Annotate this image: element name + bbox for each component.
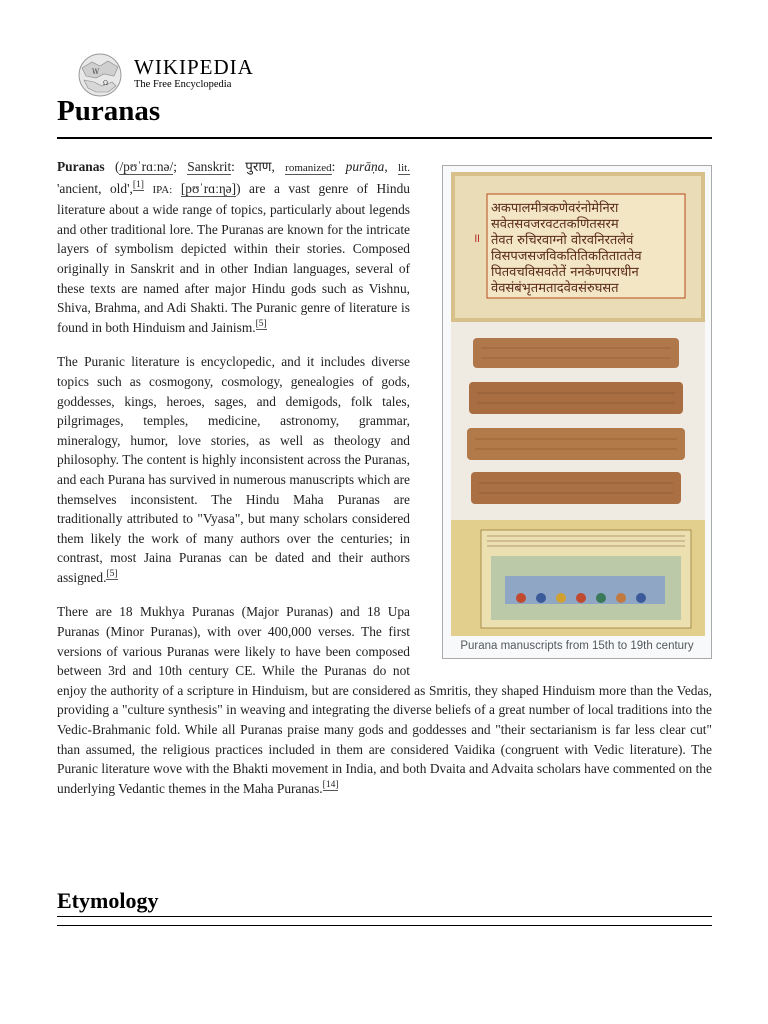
manuscript-line: सवेतसवजरवटतकणितसरम	[491, 217, 619, 232]
manuscript-line: विसपजसजविकतितिकतिताततेव	[491, 249, 642, 264]
sanskrit-link[interactable]: Sanskrit	[187, 159, 232, 174]
ref-1[interactable]: [1]	[132, 180, 144, 191]
wikipedia-globe-logo[interactable]	[74, 52, 126, 98]
wordmark-title: WIKIPEDIA	[134, 55, 254, 79]
title-divider	[57, 137, 712, 139]
article-term: Puranas	[57, 159, 105, 174]
article-body	[57, 157, 712, 813]
svg-text:Ω: Ω	[103, 80, 108, 87]
manuscript-line: अकपालमीत्रकणेवरंनोमेनिरा	[491, 201, 619, 216]
page-title: Puranas	[57, 95, 161, 127]
manuscript-line: पितवचविसवतेतें ननकेणपराधीन	[491, 265, 639, 280]
lead-text-3: There are 18 Mukhya Puranas (Major Puranas) and 18 Upa Puranas (Minor Puranas), with over 400,000 verses. The first versions of various Puranas were likely to have been composed between 3rd and 10th century CE. While the Puranas do not enjoy the authority of a scripture in Hinduism, but are considered as Smritis, they shaped Hinduism more than the Vedas, providing a "culture synthesis" in weaving and integrating the diverse beliefs of a great number of local traditions into the Vedic-Brahmanic fold. While all Puranas praise many gods and goddesses and "their sectarianism is far less clear cut" than assumed, the religious practices included in them are considered Vaidika (congruent with Vedic literature). The Puranic literature wove with the Bhakti movement in India, and both Dvaita and Advaita scholars have commented on the underlying Vedantic themes in the Maha Puranas.	[57, 604, 712, 796]
ipa-link-1[interactable]: /pʊˈrɑːnə/	[119, 159, 174, 174]
wikipedia-wordmark[interactable]	[134, 56, 254, 92]
ipa-link-2[interactable]: [pʊˈrɑːɳə]	[180, 180, 237, 196]
section-divider-2	[57, 925, 712, 926]
section-heading-etymology: Etymology	[57, 888, 159, 913]
manuscript-line: तेवत रुचिरवाग्नो वोरवनिरतलेवं	[491, 233, 634, 248]
ref-5b[interactable]: [5]	[106, 569, 118, 580]
svg-text:W: W	[92, 68, 100, 76]
sanskrit-text: पुराण	[245, 159, 272, 174]
lead-paragraph-1: Puranas (/pʊˈrɑːnə/; Sanskrit: पुराण, romanized: purāṇa, lit. 'ancient, old',[1] IPA: [pʊˈrɑːɳə]) are a vast genre of Hindu literature about a wide range of topics, particularly about legends and other traditional lore. The Puranas are known for the intricate layers of symbolism depicted within their stories. Composed originally in Sanskrit and in other Indian languages, several of these texts are named after major Hindu gods such as Vishnu, Shiva, Brahma, and Adi Shakti. The Puranic genre of literature is found in both Hinduism and Jainism.[5]	[57, 159, 410, 335]
section-divider	[57, 916, 712, 917]
manuscript-line: वेवसंबंभृतमतादवेवसंरुघसत	[491, 281, 619, 296]
lead-text-1: ) are a vast genre of Hindu literature about a wide range of topics, particularly about legends and other traditional lore. The Puranas are known for the intricate layers of symbolism depicted within their stories. Composed originally in Sanskrit and in other Indian languages, several of these texts are named after major Hindu gods such as Vishnu, Shiva, Brahma, and Adi Shakti. The Puranic genre of literature is found in both Hinduism and Jainism.	[57, 180, 410, 335]
ipa-label: IPA:	[152, 183, 173, 196]
ref-5[interactable]: [5]	[255, 319, 267, 330]
ref-14[interactable]: [14]	[322, 780, 339, 791]
infobox-caption: Purana manuscripts from 15th to 19th century	[460, 640, 694, 652]
lit-text: 'ancient, old'	[57, 180, 130, 196]
romanized-link[interactable]: romanized	[285, 162, 332, 174]
lit-link[interactable]: lit.	[398, 162, 410, 174]
wordmark-tagline: The Free Encyclopedia	[134, 79, 232, 90]
lead-text-2: The Puranic literature is encyclopedic, and it includes diverse topics such as cosmogony, cosmology, genealogies of gods, goddesses, kings, heroes, sages, and demigods, folk tales, pilgrimages, temples, medicine, astronomy, grammar, mineralogy, humor, love stories, as well as theology and philosophy. The content is highly inconsistent across the Puranas, and each Purana has survived in numerous manuscripts which are themselves inconsistent. The Hindu Maha Puranas are traditionally attributed to "Vyasa", but many scholars considered them likely the work of many authors over the centuries; in contrast, most Jaina Puranas can be dated and their authors assigned.	[57, 354, 410, 585]
romanized-text: purāṇa	[345, 159, 385, 174]
svg-text:॥: ॥	[473, 231, 481, 245]
